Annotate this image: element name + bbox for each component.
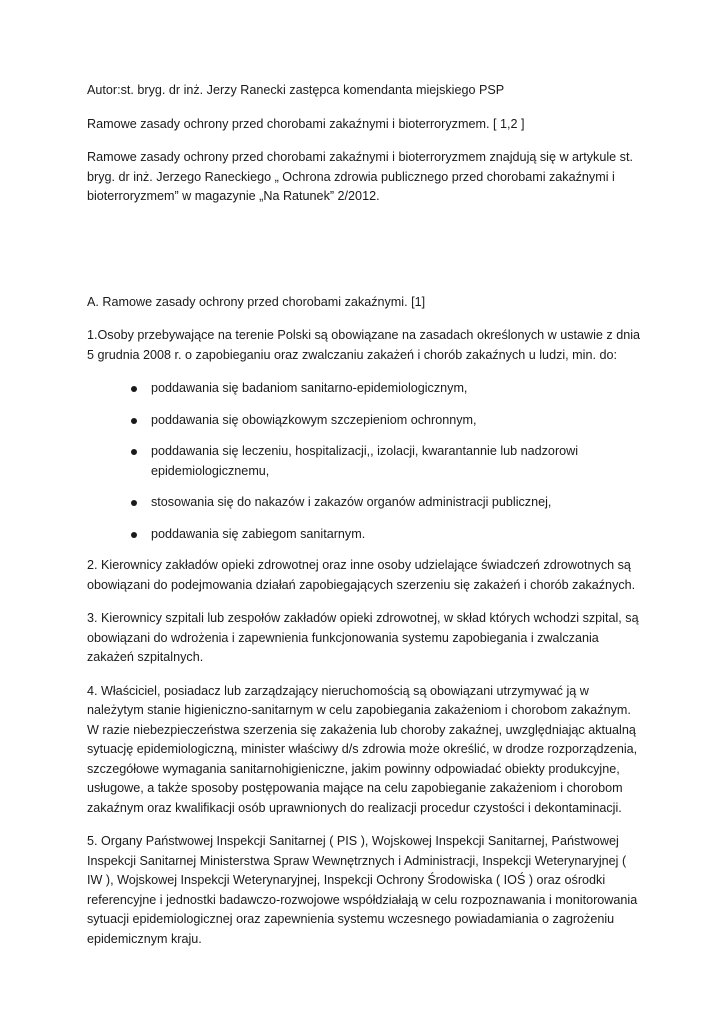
- author-line: Autor:st. bryg. dr inż. Jerzy Ranecki zastępca komendanta miejskiego PSP: [87, 83, 505, 97]
- point-2: 2. Kierownicy zakładów opieki zdrowotnej oraz inne osoby udzielające świadczeń zdrowotnych są obowiązani do podejmowania działań zapobiegających szerzeniu się zakażeń i chorób zakaźnych.: [87, 558, 636, 592]
- list-item-text: poddawania się leczeniu, hospitalizacji,, izolacji, kwarantannie lub nadzorowi epidemiologicznemu,: [151, 444, 579, 478]
- list-item: [131, 442, 642, 481]
- point-3: 3. Kierownicy szpitali lub zespołów zakładów opieki zdrowotnej, w skład których wchodzi szpital, są obowiązani do wdrożenia i zapewnienia funkcjonowania systemu zapobiegania i zwalczania zakażeń szpitalnych.: [87, 611, 639, 664]
- list-item-text: poddawania się zabiegom sanitarnym.: [151, 526, 366, 541]
- list-item: [131, 379, 642, 399]
- bullet-icon: [131, 532, 137, 538]
- list-item: [131, 411, 642, 431]
- document-title: Ramowe zasady ochrony przed chorobami zakaźnymi i bioterroryzmem. [ 1,2 ]: [87, 116, 525, 131]
- list-item-text: stosowania się do nakazów i zakazów organów administracji publicznej,: [151, 495, 552, 509]
- point-5: 5. Organy Państwowej Inspekcji Sanitarnej ( PIS ), Wojskowej Inspekcji Sanitarnej, Państwowej Inspekcji Sanitarnej Ministerstwa Spraw Wewnętrznych i Administracji, Inspekcji Weterynaryjnej ( IW ), Wojskowej Inspekcji Weterynaryjnej, Inspekcji Ochrony Środowiska ( IOŚ ) oraz ośrodki referencyjne i jednostki badawczo-rozwojowe współdziałają w celu rozpoznawania i monitorowania sytuacji epidemiologicznej oraz zapewnienia systemu wczesnego powiadamiania o zagrożeniu epidemicznym kraju.: [87, 834, 638, 946]
- section-a-heading: A. Ramowe zasady ochrony przed chorobami zakaźnymi. [1]: [87, 294, 426, 309]
- blank-space: [87, 221, 642, 293]
- list-item-text: poddawania się badaniom sanitarno-epidemiologicznym,: [151, 381, 468, 395]
- list-item-text: poddawania się obowiązkowym szczepieniom ochronnym,: [151, 412, 477, 427]
- bullet-icon: [131, 500, 137, 506]
- intro-paragraph: Ramowe zasady ochrony przed chorobami zakaźnymi i bioterroryzmem znajdują się w artykule st. bryg. dr inż. Jerzego Raneckiego „ Ochrona zdrowia publicznego przed chorobami zakaźnymi i bioterroryzmem” w magazynie „Na Ratunek” 2/2012.: [87, 150, 633, 203]
- bullet-icon: [131, 418, 137, 424]
- bullet-icon: [131, 449, 137, 455]
- list-item: [131, 493, 642, 513]
- list-item: [131, 525, 642, 545]
- obligations-list: [87, 379, 642, 544]
- document-body: [87, 81, 642, 963]
- bullet-icon: [131, 386, 137, 392]
- point-1: 1.Osoby przebywające na terenie Polski są obowiązane na zasadach określonych w ustawie z dnia 5 grudnia 2008 r. o zapobieganiu oraz zwalczaniu zakażeń i chorób zakaźnych u ludzi, min. do:: [87, 328, 641, 362]
- point-4: 4. Właściciel, posiadacz lub zarządzający nieruchomością są obowiązani utrzymywać ją w należytym stanie higieniczno-sanitarnym w celu zapobiegania zakażeniom i chorobom zakaźnym. W razie niebezpieczeństwa szerzenia się zakażenia lub choroby zakaźnej, uwzględniając aktualną sytuację epidemiologiczną, minister właściwy d/s zdrowia może określić, w drodze rozporządzenia, szczegółowe wymagania sanitarnohigieniczne, jakim powinny odpowiadać obiekty produkcyjne, usługowe, a także sposoby postępowania mające na celu zapobieganie zakażeniom i chorobom zakaźnym oraz kwalifikacji osób uprawnionych do realizacji procedur czystości i dekontaminacji.: [87, 683, 638, 815]
